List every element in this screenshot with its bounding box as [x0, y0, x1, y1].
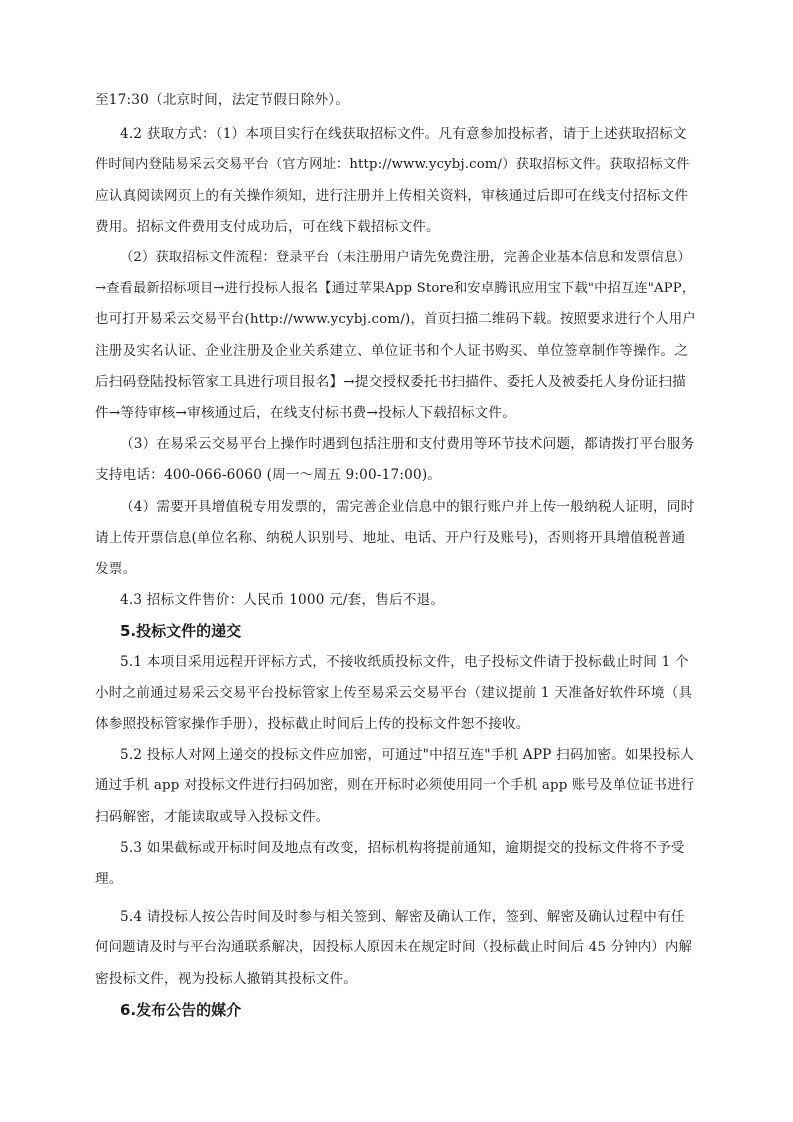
paragraph-line: 应认真阅读网页上的有关操作须知，进行注册并上传相关资料，审核通过后即可在线支付招标文件 — [95, 188, 689, 204]
paragraph-line: 费用。招标文件费用支付成功后，可在线下载招标文件。 — [95, 219, 440, 235]
paragraph-line: 密投标文件，视为投标人撤销其投标文件。 — [95, 971, 358, 987]
paragraph-line: 4.2 获取方式：（1）本项目实行在线获取招标文件。凡有意参加投标者，请于上述获取招标文 — [120, 126, 687, 142]
paragraph-line: 5.3 如果截标或开标时间及地点有改变，招标机构将提前通知，逾期提交的投标文件将不予受 — [120, 840, 685, 856]
paragraph-line: 后扫码登陆投标管家工具进行项目报名】→提交授权委托书扫描件、委托人及被委托人身份证扫描 — [95, 374, 686, 390]
paragraph-line: 件时间内登陆易采云交易平台（官方网址：http://www.ycybj.com/）获取招标文件。获取招标文件 — [95, 157, 690, 172]
paragraph-line: 通过手机 app 对投标文件进行扫码加密，则在开标时必须使用同一个手机 app 账号及单位证书进行 — [95, 778, 695, 793]
section-heading: 6.发布公告的媒介 — [120, 1001, 242, 1019]
paragraph-line: 5.1 本项目采用远程开评标方式，不接收纸质投标文件，电子投标文件请于投标截止时间 1 个 — [120, 654, 689, 670]
paragraph-line: 支持电话：400-066-6060 (周一～周五 9:00-17:00)。 — [95, 467, 442, 483]
paragraph-line: 发票。 — [95, 561, 137, 577]
paragraph-line: （2）获取招标文件流程：登录平台（未注册用户请先免费注册，完善企业基本信息和发票信息） — [120, 250, 691, 265]
paragraph-line: 请上传开票信息(单位名称、纳税人识别号、地址、电话、开户行及账号)，否则将开具增值税普通 — [95, 530, 686, 546]
paragraph-line: 5.4 请投标人按公告时间及时参与相关签到、解密及确认工作，签到、解密及确认过程中有任 — [120, 909, 685, 925]
paragraph-line: 何问题请及时与平台沟通联系解决，因投标人原因未在规定时间（投标截止时间后 45 分钟内）内解 — [95, 940, 693, 955]
paragraph-line: 4.3 招标文件售价：人民币 1000 元/套，售后不退。 — [120, 592, 445, 608]
paragraph-line: 扫码解密，才能读取或导入投标文件。 — [95, 809, 330, 825]
paragraph-line: →查看最新招标项目→进行投标人报名【通过苹果App Store和安卓腾讯应用宝下载"中招互连"APP， — [95, 281, 696, 296]
paragraph-line: 件→等待审核→审核通过后，在线支付标书费→投标人下载招标文件。 — [95, 405, 516, 421]
paragraph-line: 也可打开易采云交易平台(http://www.ycybj.com/)，首页扫描二维码下载。按照要求进行个人用户 — [95, 312, 696, 327]
section-heading: 5.投标文件的递交 — [120, 622, 242, 640]
paragraph-line: 注册及实名认证、企业注册及企业关系建立、单位证书和个人证书购买、单位签章制作等操作。之 — [95, 343, 689, 359]
paragraph-line: 体参照投标管家操作手册），投标截止时间后上传的投标文件恕不接收。 — [95, 716, 530, 732]
paragraph-line: （4）需要开具增值税专用发票的，需完善企业信息中的银行账户并上传一般纳税人证明，同时 — [120, 499, 695, 515]
paragraph-line: 5.2 投标人对网上递交的投标文件应加密，可通过"中招互连"手机 APP 扫码加密。如果投标人 — [120, 747, 694, 763]
paragraph-line: 小时之前通过易采云交易平台投标管家上传至易采云交易平台（建议提前 1 天准备好软件环境（具 — [95, 685, 693, 701]
paragraph-line: （3）在易采云交易平台上操作时遇到包括注册和支付费用等环节技术问题，都请拨打平台服务 — [120, 436, 695, 452]
paragraph-line: 至17:30（北京时间，法定节假日除外）。 — [95, 92, 350, 108]
paragraph-line: 理。 — [95, 871, 123, 887]
